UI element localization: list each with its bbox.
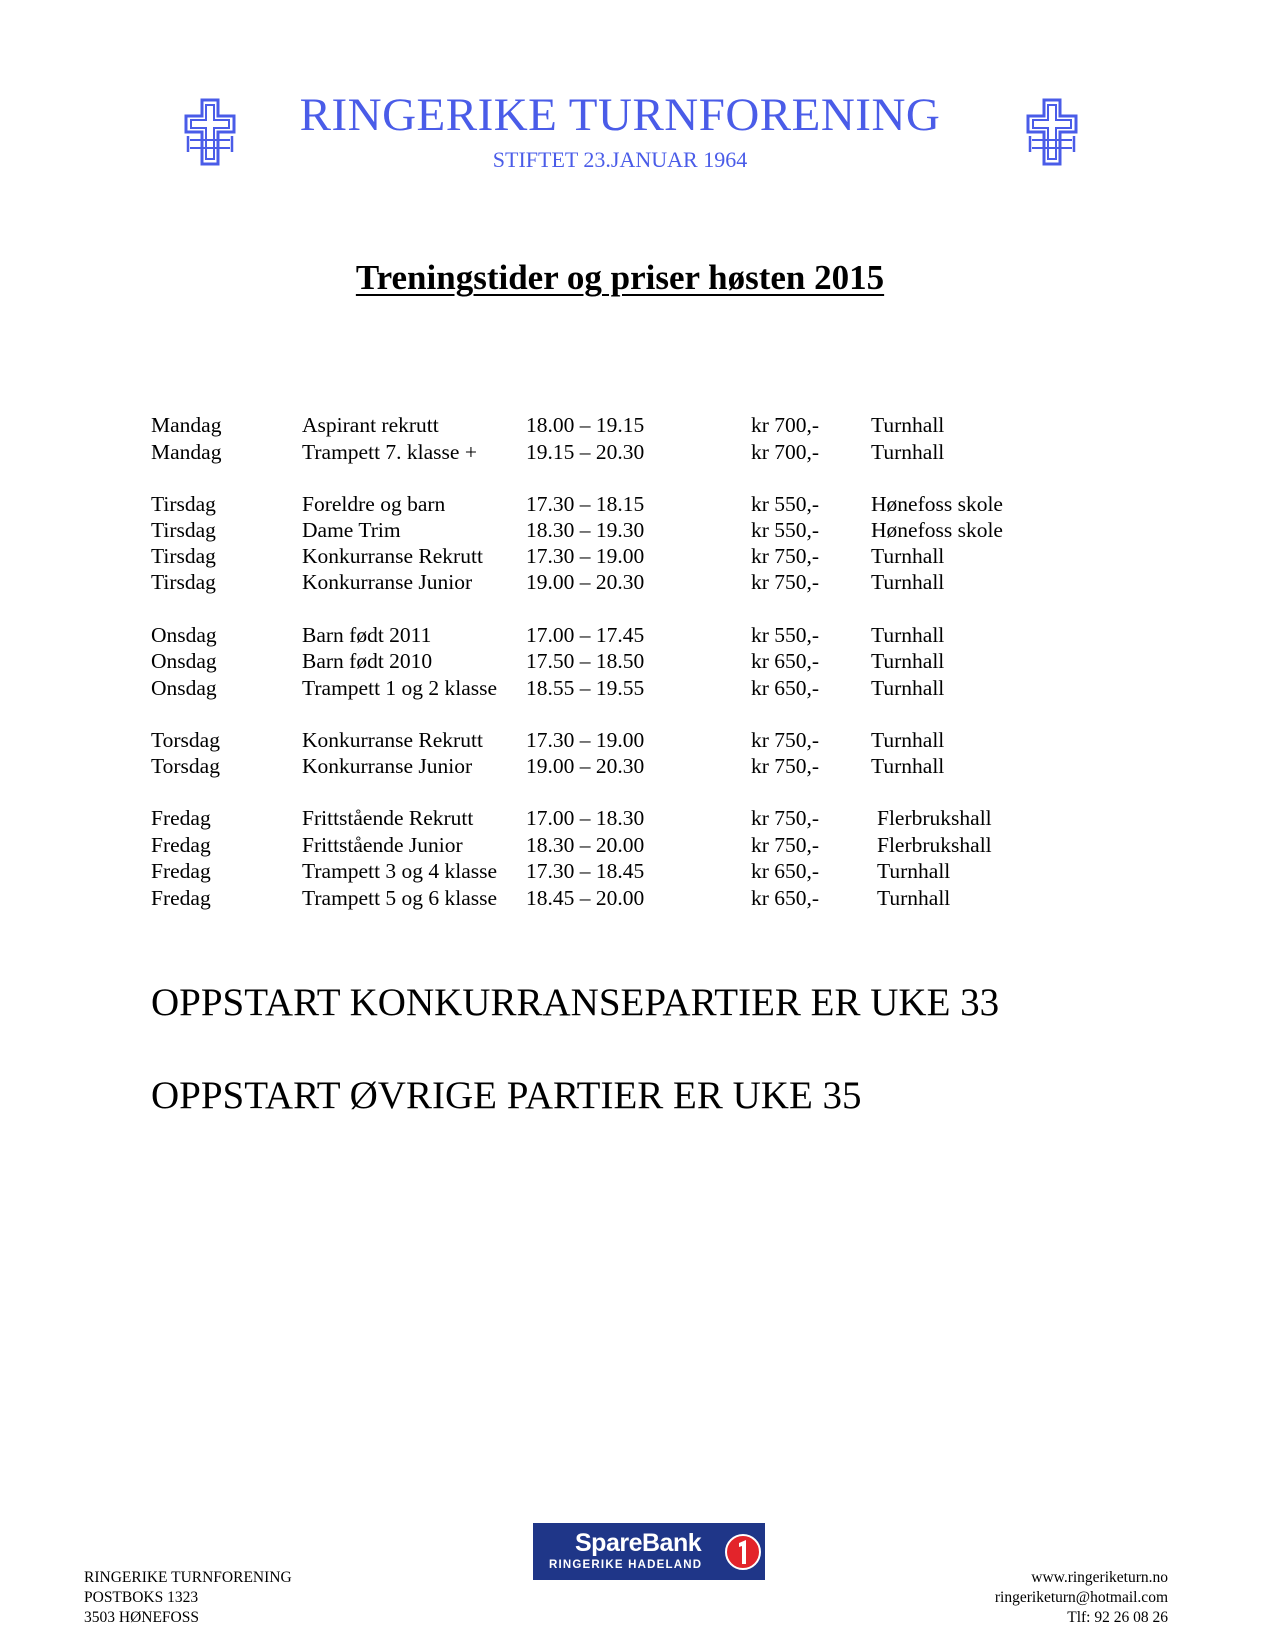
schedule-time: 19.15 – 20.30 [526, 440, 645, 464]
schedule-day: Fredag [151, 806, 211, 830]
schedule-time: 17.30 – 19.00 [526, 728, 645, 752]
schedule-location: Turnhall [871, 440, 945, 464]
schedule-location: Hønefoss skole [871, 492, 1003, 516]
schedule-time: 18.00 – 19.15 [526, 413, 645, 437]
schedule-price: kr 750,- [751, 833, 820, 857]
schedule-price: kr 750,- [751, 544, 820, 568]
schedule-price: kr 700,- [751, 440, 820, 464]
schedule-activity: Frittstående Junior [302, 833, 463, 857]
schedule-time: 18.30 – 19.30 [526, 518, 645, 542]
schedule-price: kr 650,- [751, 649, 820, 673]
schedule-price: kr 750,- [751, 728, 820, 752]
schedule-location: Turnhall [877, 886, 951, 910]
founded-date: STIFTET 23.JANUAR 1964 [492, 147, 748, 172]
schedule-price: kr 550,- [751, 518, 820, 542]
schedule-day: Mandag [151, 413, 222, 437]
schedule-activity: Frittstående Rekrutt [302, 806, 474, 830]
schedule-price: kr 750,- [751, 806, 820, 830]
schedule-day: Tirsdag [151, 544, 216, 568]
email-link[interactable]: ringeriketurn@hotmail.com [994, 1589, 1168, 1606]
schedule-time: 17.30 – 18.45 [526, 859, 645, 883]
schedule-day: Fredag [151, 886, 211, 910]
schedule-location: Turnhall [877, 859, 951, 883]
notice-other-start: OPPSTART ØVRIGE PARTIER ER UKE 35 [151, 1074, 862, 1117]
schedule-day: Onsdag [151, 676, 217, 700]
schedule-time: 18.55 – 19.55 [526, 676, 645, 700]
schedule-activity: Konkurranse Junior [302, 570, 473, 594]
schedule-day: Tirsdag [151, 570, 216, 594]
sparebank-1-logo-icon [725, 1531, 761, 1573]
schedule-day: Fredag [151, 833, 211, 857]
website-link[interactable]: www.ringeriketurn.no [1031, 1569, 1168, 1586]
phone-number: Tlf: 92 26 08 26 [1067, 1609, 1168, 1626]
schedule-activity: Barn født 2010 [302, 649, 433, 673]
schedule-activity: Konkurranse Junior [302, 754, 473, 778]
schedule-time: 17.00 – 18.30 [526, 806, 645, 830]
schedule-activity: Trampett 5 og 6 klasse [302, 886, 498, 910]
schedule-day: Tirsdag [151, 492, 216, 516]
schedule-time: 17.50 – 18.50 [526, 649, 645, 673]
schedule-day: Onsdag [151, 649, 217, 673]
schedule-price: kr 750,- [751, 754, 820, 778]
schedule-location: Turnhall [871, 570, 945, 594]
schedule-activity: Aspirant rekrutt [302, 413, 439, 437]
schedule-day: Tirsdag [151, 518, 216, 542]
schedule-price: kr 650,- [751, 886, 820, 910]
schedule-activity: Barn født 2011 [302, 623, 432, 647]
footer-address-line: POSTBOKS 1323 [84, 1589, 199, 1606]
page-title: Treningstider og priser høsten 2015 [355, 258, 885, 297]
schedule-price: kr 750,- [751, 570, 820, 594]
schedule-activity: Trampett 3 og 4 klasse [302, 859, 498, 883]
schedule-day: Torsdag [151, 728, 220, 752]
schedule-price: kr 650,- [751, 859, 820, 883]
schedule-location: Turnhall [871, 728, 945, 752]
schedule-location: Turnhall [871, 413, 945, 437]
schedule-location: Flerbrukshall [877, 806, 992, 830]
schedule-activity: Konkurranse Rekrutt [302, 544, 483, 568]
footer-address [84, 1568, 292, 1628]
schedule-day: Mandag [151, 440, 222, 464]
schedule-location: Turnhall [871, 754, 945, 778]
footer-contact [960, 1568, 1168, 1628]
schedule-price: kr 550,- [751, 492, 820, 516]
schedule-location: Turnhall [871, 649, 945, 673]
schedule-day: Onsdag [151, 623, 217, 647]
schedule-day: Torsdag [151, 754, 220, 778]
sponsor-name: SpareBank [575, 1529, 702, 1557]
schedule-time: 19.00 – 20.30 [526, 570, 645, 594]
schedule-activity: Trampett 1 og 2 klasse [302, 676, 498, 700]
schedule-time: 17.30 – 19.00 [526, 544, 645, 568]
schedule-price: kr 700,- [751, 413, 820, 437]
schedule-time: 18.45 – 20.00 [526, 886, 645, 910]
footer-address-line: 3503 HØNEFOSS [84, 1609, 199, 1626]
org-name: RINGERIKE TURNFORENING [299, 89, 941, 141]
schedule-location: Turnhall [871, 676, 945, 700]
schedule-location: Hønefoss skole [871, 518, 1003, 542]
schedule-time: 17.00 – 17.45 [526, 623, 645, 647]
schedule-time: 18.30 – 20.00 [526, 833, 645, 857]
schedule-location: Turnhall [871, 544, 945, 568]
sponsor-region: RINGERIKE HADELAND [549, 1559, 703, 1571]
schedule-location: Turnhall [871, 623, 945, 647]
schedule-activity: Foreldre og barn [302, 492, 446, 516]
notice-competition-start: OPPSTART KONKURRANSEPARTIER ER UKE 33 [151, 981, 1000, 1024]
footer-address-line: RINGERIKE TURNFORENING [84, 1569, 292, 1586]
schedule-day: Fredag [151, 859, 211, 883]
schedule-time: 19.00 – 20.30 [526, 754, 645, 778]
schedule-location: Flerbrukshall [877, 833, 992, 857]
schedule-activity: Dame Trim [302, 518, 401, 542]
schedule-activity: Konkurranse Rekrutt [302, 728, 483, 752]
schedule-price: kr 550,- [751, 623, 820, 647]
sponsor-logo [533, 1523, 765, 1580]
schedule-activity: Trampett 7. klasse + [302, 440, 477, 464]
schedule-time: 17.30 – 18.15 [526, 492, 645, 516]
schedule-price: kr 650,- [751, 676, 820, 700]
